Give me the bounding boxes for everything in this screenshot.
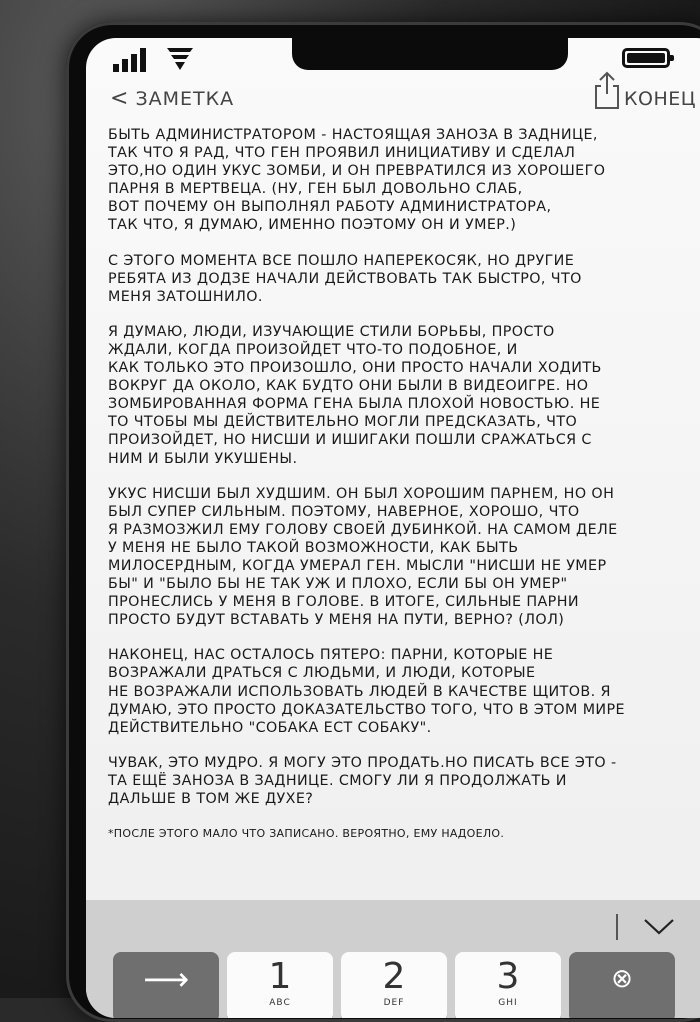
note-paragraph: УКУС НИСШИ БЫЛ ХУДШИМ. ОН БЫЛ ХОРОШИМ ПАРНЕМ, НО ОН БЫЛ СУПЕР СИЛЬНЫМ. ПОЭТОМУ, НАВЕРНОЕ, ХОРОШО, ЧТО Я РАЗМОЗЖИЛ ЕМУ ГОЛОВУ СВОЕЙ ДУБИНКОЙ. НА САМОМ ДЕЛЕ У МЕНЯ НЕ БЫЛО ТАКОЙ ВОЗМОЖНОСТИ, КАК БЫТЬ МИЛОСЕРДНЫМ, КОГДА УМЕРАЛ ГЕН. МЫСЛИ "НИСШИ НЕ УМЕР БЫ" И "БЫЛО БЫ НЕ ТАК УЖ И ПЛОХО, ЕСЛИ БЫ ОН УМЕР" ПРОНЕСЛИСЬ У МЕНЯ В ГОЛОВЕ. В ИТОГЕ, СИЛЬНЫЕ ПАРНИ ПРОСТО БУДУТ ВСТАВАТЬ У МЕНЯ НА ПУТИ, ВЕРНО? (ЛОЛ) [108, 485, 618, 629]
done-button[interactable] [592, 70, 696, 110]
key-1[interactable] [227, 952, 333, 1018]
keyboard-divider [616, 914, 618, 940]
key-letters: GHI [498, 998, 518, 1008]
note-footnote: *ПОСЛЕ ЭТОГО МАЛО ЧТО ЗАПИСАНО. ВЕРОЯТНО, ЕМУ НАДОЕЛО. [108, 827, 505, 841]
note-paragraph: ЧУВАК, ЭТО МУДРО. Я МОГУ ЭТО ПРОДАТЬ.НО ПИСАТЬ ВСЕ ЭТО - ТА ЕЩЁ ЗАНОЗА В ЗАДНИЦЕ. СМОГУ ЛИ Я ПРОДОЛЖАТЬ И ДАЛЬШЕ В ТОМ ЖЕ ДУХЕ? [108, 754, 617, 807]
share-icon [592, 70, 622, 110]
back-button[interactable] [110, 86, 234, 111]
key-number: 3 [496, 956, 520, 997]
phone-screen [86, 38, 700, 1018]
chevron-down-icon[interactable] [642, 916, 676, 936]
key-2[interactable] [341, 952, 447, 1018]
next-key[interactable] [113, 952, 219, 1018]
note-paragraph: С ЭТОГО МОМЕНТА ВСЕ ПОШЛО НАПЕРЕКОСЯК, НО ДРУГИЕ РЕБЯТА ИЗ ДОДЗЕ НАЧАЛИ ДЕЙСТВОВАТЬ ТАК БЫСТРО, ЧТО МЕНЯ ЗАТОШНИЛО. [108, 252, 582, 305]
wifi-icon [166, 46, 194, 72]
note-paragraph: НАКОНЕЦ, НАС ОСТАЛОСЬ ПЯТЕРО: ПАРНИ, КОТОРЫЕ НЕ ВОЗРАЖАЛИ ДРАТЬСЯ С ЛЮДЬМИ, И ЛЮДИ, КОТОРЫЕ НЕ ВОЗРАЖАЛИ ИСПОЛЬЗОВАТЬ ЛЮДЕЙ В КАЧЕСТВЕ ЩИТОВ. Я ДУМАЮ, ЭТО ПРОСТО ДОКАЗАТЕЛЬСТВО ТОГО, ЧТО В ЭТОМ МИРЕ ДЕЙСТВИТЕЛЬНО "СОБАКА ЕСТ СОБАКУ". [108, 647, 625, 736]
key-letters: DEF [383, 998, 405, 1008]
key-3[interactable] [455, 952, 561, 1018]
key-letters: ABC [269, 998, 291, 1008]
notch [292, 38, 568, 70]
note-paragraph: Я ДУМАЮ, ЛЮДИ, ИЗУЧАЮЩИЕ СТИЛИ БОРЬБЫ, ПРОСТО ЖДАЛИ, КОГДА ПРОИЗОЙДЕТ ЧТО-ТО ПОДОБНОЕ, И КАК ТОЛЬКО ЭТО ПРОИЗОШЛО, ОНИ ПРОСТО НАЧАЛИ ХОДИТЬ ВОКРУГ ДА ОКОЛО, КАК БУДТО ОНИ БЫЛИ В ВИДЕОИГРЕ. НО ЗОМБИРОВАННАЯ ФОРМА ГЕНА БЫЛА ПЛОХОЙ НОВОСТЬЮ. НЕ ТО ЧТОБЫ МЫ ДЕЙСТВИТЕЛЬНО МОГЛИ ПРЕДСКАЗАТЬ, ЧТО ПРОИЗОЙДЕТ, НО НИСШИ И ИШИГАКИ ПОШЛИ СРАЖАТЬСЯ С НИМ И БЫЛИ УКУШЕНЫ. [108, 323, 602, 467]
delete-key[interactable] [569, 952, 675, 1018]
back-label: ЗАМЕТКА [135, 87, 235, 110]
signal-icon [113, 48, 147, 72]
chevron-left-icon: < [110, 86, 130, 111]
battery-icon [622, 48, 670, 68]
delete-icon: ⊗ [611, 964, 633, 994]
arrow-right-icon: ⟶ [143, 960, 189, 998]
note-body [108, 126, 668, 860]
done-label: КОНЕЦ [624, 88, 696, 110]
key-number: 2 [382, 956, 406, 997]
keyboard [86, 900, 700, 1018]
note-paragraph: БЫТЬ АДМИНИСТРАТОРОМ - НАСТОЯЩАЯ ЗАНОЗА В ЗАДНИЦЕ, ТАК ЧТО Я РАД, ЧТО ГЕН ПРОЯВИЛ ИНИЦИАТИВУ И СДЕЛАЛ ЭТО,НО ОДИН УКУС ЗОМБИ, И ОН ПРЕВРАТИЛСЯ ИЗ ХОРОШЕГО ПАРНЯ В МЕРТВЕЦА. (НУ, ГЕН БЫЛ ДОВОЛЬНО СЛАБ, ВОТ ПОЧЕМУ ОН ВЫПОЛНЯЛ РАБОТУ АДМИНИСТРАТОРА, ТАК ЧТО, Я ДУМАЮ, ИМЕННО ПОЭТОМУ ОН И УМЕР.) [108, 127, 606, 234]
key-number: 1 [268, 956, 292, 997]
